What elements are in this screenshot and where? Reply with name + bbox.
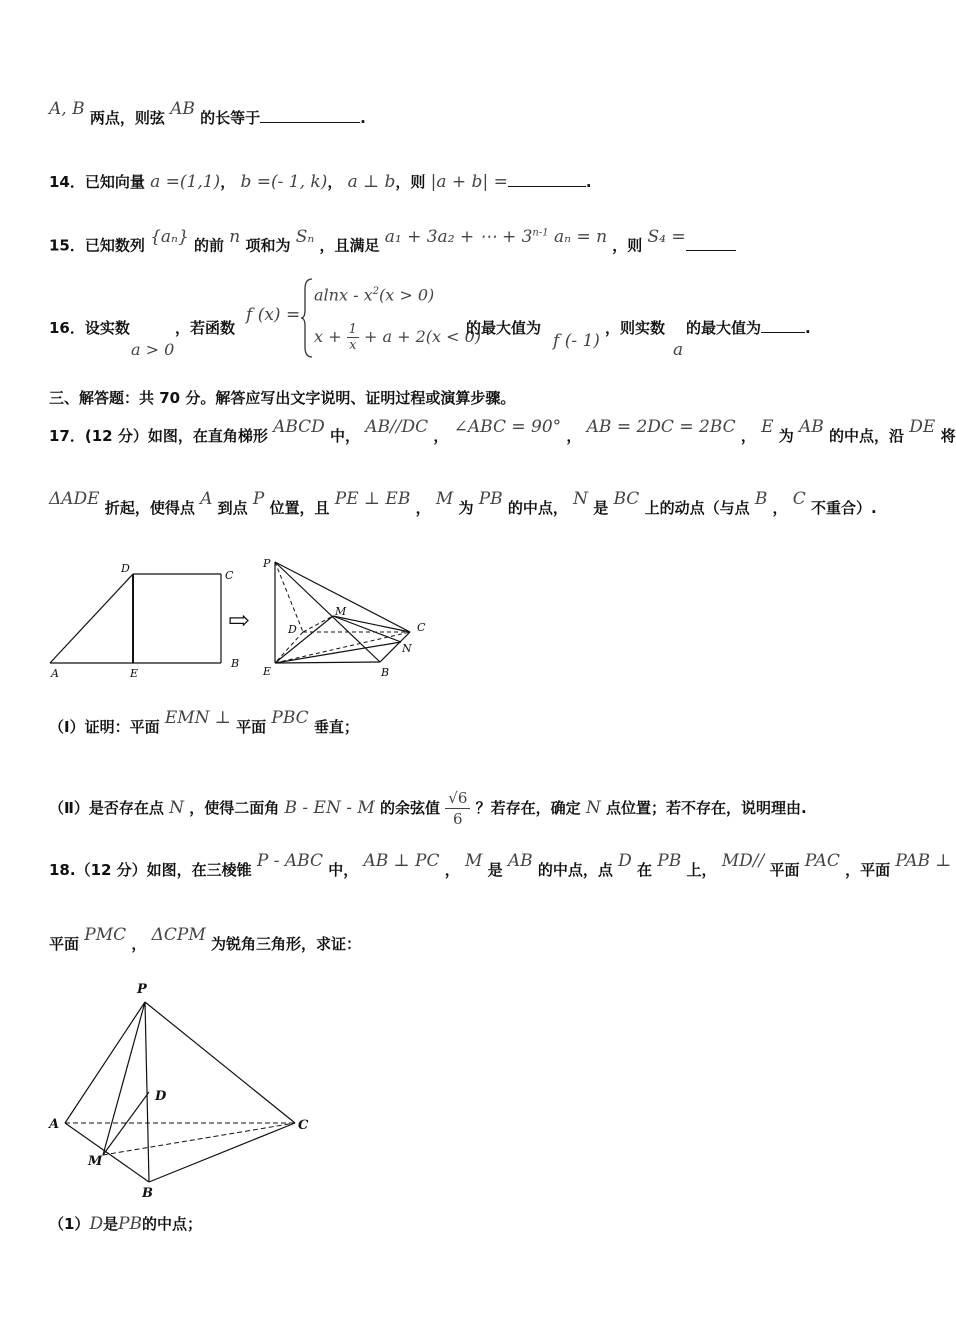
a-var: a: [673, 340, 684, 360]
eq-right: aₙ = n: [554, 226, 608, 247]
text: 是: [103, 1215, 119, 1233]
q17-part2: [49, 788, 807, 829]
q16-number: [49, 318, 130, 338]
answer-blank: [508, 172, 586, 187]
q13-chord: AB: [170, 99, 195, 119]
q18-intro: 18.（12 分）如图，在三棱锥: [49, 861, 252, 879]
text: 中，: [330, 427, 361, 445]
plane-pac: PAC: [804, 851, 840, 871]
q17-part1: [49, 708, 359, 737]
comma: ，: [740, 427, 756, 445]
text: （1）: [49, 1215, 90, 1233]
point-e: E: [761, 417, 774, 437]
q16-text2: 的最大值为: [466, 319, 542, 337]
point-d: D: [618, 851, 632, 871]
pyramid-pabc: P - ABC: [256, 851, 323, 871]
q15-text3: ，且满足: [319, 236, 380, 255]
piecewise-case1: [314, 282, 434, 305]
q18-line2: [49, 925, 361, 954]
plane-pbc: PBC: [271, 708, 309, 728]
triangle-cpm: ΔCPM: [151, 925, 206, 945]
q15-text4: ，则: [612, 236, 643, 255]
fig2-label-p: P: [137, 982, 147, 997]
text: ？若存在，确定: [475, 799, 581, 817]
q18-part1: [49, 1214, 202, 1234]
text: 平面: [49, 935, 80, 953]
f-minus-one: f (- 1): [553, 331, 600, 351]
q16-text3: ，则实数: [605, 319, 666, 337]
figure-trapezoid-fold: [45, 555, 445, 685]
case1-expr: alnx - x: [314, 285, 373, 305]
text: 上，: [686, 861, 717, 879]
text: 是: [593, 499, 609, 517]
parallel-condition: MD//: [721, 851, 765, 871]
q13-text1: 两点，则弦: [89, 109, 165, 127]
q16-text1: ，若函数: [175, 319, 236, 337]
section-heading: 三、解答题：共 70 分。解答应写出文字说明、证明过程或演算步骤。: [49, 389, 516, 407]
fig1-label-n: N: [402, 642, 412, 655]
q13-text2: 的长等于: [200, 109, 261, 127]
text: 中，: [328, 861, 359, 879]
right-angle: ∠ABC = 90°: [453, 417, 562, 437]
perpendicular-condition: a ⊥ b: [347, 172, 396, 192]
text: 为: [778, 427, 794, 445]
comma: ，: [566, 427, 582, 445]
comma: ，: [772, 499, 788, 517]
trapezoid-abcd: ABCD: [273, 417, 325, 437]
text: 的中点，点: [537, 861, 613, 879]
text: 不重合）.: [811, 499, 877, 517]
plane-pab: PAB ⊥: [895, 851, 952, 871]
vector-b: b =(- 1, k): [240, 172, 328, 192]
q17-line1: [49, 417, 956, 446]
comma: ，: [433, 427, 449, 445]
text: 的中点；: [142, 1215, 203, 1233]
plane-pmc: PMC: [84, 925, 127, 945]
period: .: [585, 173, 592, 191]
perp-condition: PE ⊥ EB: [334, 489, 411, 509]
fraction-numerator: 1: [348, 322, 357, 337]
q16-label: 16．设实数: [49, 319, 130, 337]
answer-blank: [761, 318, 805, 333]
fig2-label-m: M: [88, 1154, 103, 1169]
text: 的余弦值: [380, 799, 441, 817]
segment-pb: PB: [478, 489, 503, 509]
fig2-label-b: B: [142, 1186, 153, 1201]
cosine-fraction: [445, 788, 470, 829]
q15-text1: 的前: [194, 236, 225, 255]
point-p: P: [252, 489, 265, 509]
vector-a: a =(1,1): [150, 172, 221, 192]
case2-rest: + a + 2(x < 0): [363, 327, 482, 346]
text: （Ⅱ）是否存在点: [49, 799, 164, 817]
fig1-label-m: M: [335, 605, 347, 618]
segment-ab: AB: [799, 417, 824, 437]
q13-line: [49, 99, 366, 128]
q16-condition: a > 0: [131, 340, 175, 359]
text: 位置，且: [269, 499, 330, 517]
text: 将: [940, 427, 956, 445]
eq-left: a₁ + 3a₂ + ⋯ + 3: [384, 226, 533, 247]
q14-number: 14．已知向量: [49, 173, 145, 191]
point-a: A: [200, 489, 213, 509]
point-n: N: [169, 798, 184, 818]
function-f: f (x) =: [246, 305, 301, 325]
q18-line1: [49, 851, 952, 880]
exponent: 2: [372, 286, 379, 297]
segment-de: DE: [909, 417, 936, 437]
piecewise-brace: [300, 277, 314, 359]
perp-condition: AB ⊥ PC: [363, 851, 440, 871]
text: 平面: [769, 861, 800, 879]
dihedral-angle: B - EN - M: [284, 798, 375, 818]
point-c: C: [792, 489, 806, 509]
fig2-label-d: D: [155, 1089, 167, 1104]
triangle-ade: ΔADE: [49, 489, 100, 509]
text: 折起，使得点: [104, 499, 195, 517]
comma: ，: [131, 935, 147, 953]
fig1-label-b2: B: [381, 666, 390, 679]
fig1-label-c2: C: [417, 621, 426, 634]
norm-expression: |a + b| =: [430, 172, 508, 192]
piecewise-case2: [314, 322, 481, 353]
fig1-label-p: P: [263, 557, 271, 570]
period: .: [805, 319, 811, 337]
text: 点位置；若不存在，说明理由.: [605, 799, 807, 817]
text: 在: [637, 861, 653, 879]
q14-text: ，则: [395, 173, 426, 191]
fig1-label-d: D: [121, 562, 130, 575]
point-b: B: [754, 489, 768, 509]
fraction-denominator: x: [349, 338, 357, 353]
q17-line2: [49, 489, 877, 518]
case1-cond: (x > 0): [378, 285, 435, 305]
comma: ，: [415, 499, 431, 517]
q15-number: 15．已知数列: [49, 236, 145, 255]
text: 的中点，: [507, 499, 568, 517]
plane-emn: EMN ⊥: [164, 708, 231, 728]
s4: S₄ =: [647, 226, 686, 247]
text: ，使得二面角: [189, 799, 280, 817]
text: 的中点，沿: [829, 427, 905, 445]
point-m: M: [435, 489, 454, 509]
q17-intro: 17．(12 分）如图，在直角梯形: [49, 427, 268, 445]
text: 是: [487, 861, 503, 879]
separator: ，: [220, 173, 236, 191]
case2-expr: x +: [314, 327, 342, 346]
fig1-label-e: E: [130, 667, 139, 680]
segment-ab: AB: [507, 851, 533, 871]
exponent: n-1: [532, 227, 549, 238]
fraction: [347, 322, 359, 353]
answer-blank: [260, 108, 360, 123]
text: ，平面: [845, 861, 891, 879]
text: 为: [458, 499, 474, 517]
fig1-label-d2: D: [288, 623, 297, 636]
fig2-label-a: A: [49, 1117, 60, 1132]
q16-text4-line: [686, 318, 811, 338]
q13-points: A, B: [49, 99, 85, 119]
q14-line: [49, 172, 592, 192]
point-n: N: [573, 489, 589, 509]
segment-bc: BC: [613, 489, 640, 509]
sum-sn: Sₙ: [295, 226, 315, 247]
figure-pyramid: [45, 975, 325, 1205]
sequence: {aₙ}: [150, 226, 189, 247]
segment-pb: PB: [657, 851, 682, 871]
fold-arrow-icon: ⇨: [228, 606, 250, 636]
text: 到点: [217, 499, 248, 517]
q15-text2: 项和为: [245, 236, 291, 255]
parallel-condition: AB//DC: [365, 417, 429, 437]
point-n: N: [585, 798, 601, 818]
q16-text4: 的最大值为: [686, 319, 762, 337]
fig1-label-e2: E: [263, 665, 272, 678]
fraction-numerator: √6: [445, 788, 470, 809]
fig1-label-a: A: [51, 667, 59, 680]
sum-equation: [385, 227, 607, 247]
n-var: n: [229, 226, 241, 247]
segment-pb: PB: [118, 1214, 143, 1234]
fig1-label-c: C: [225, 569, 234, 582]
text: 为锐角三角形，求证：: [210, 935, 361, 953]
comma: ，: [444, 861, 460, 879]
point-m: M: [464, 851, 483, 871]
answer-blank: [686, 236, 736, 251]
point-d: D: [89, 1214, 104, 1234]
fraction-denominator: 6: [453, 810, 463, 828]
text: （Ⅰ）证明：平面: [49, 718, 160, 736]
text: 平面: [236, 718, 267, 736]
fig1-label-b: B: [231, 657, 240, 670]
text: 上的动点（与点: [644, 499, 750, 517]
period: .: [360, 109, 366, 127]
text: 垂直；: [313, 718, 359, 736]
length-relation: AB = 2DC = 2BC: [586, 417, 736, 437]
q15-line: [49, 226, 736, 256]
separator: ，: [327, 173, 343, 191]
fig2-label-c: C: [298, 1118, 309, 1133]
